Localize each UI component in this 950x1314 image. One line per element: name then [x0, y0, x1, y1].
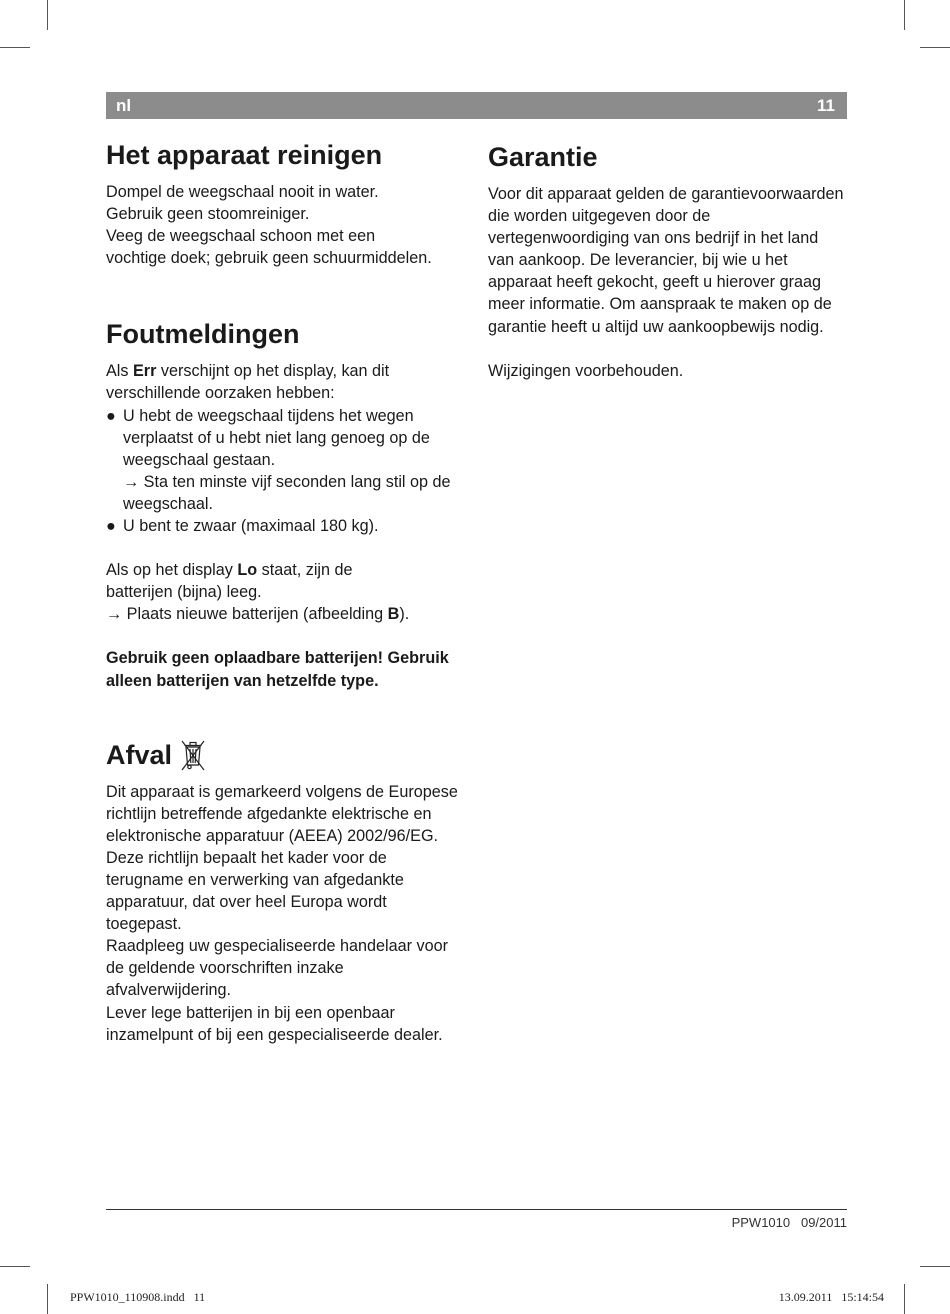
crop-mark [0, 1266, 30, 1267]
waste-paragraph: Raadpleeg uw gespecialiseerde handelaar voor de geldende voorschriften inzake afvalverwijdering. [106, 937, 448, 1000]
crop-mark [0, 47, 30, 48]
cleaning-section [106, 138, 466, 269]
err-code: Err [133, 362, 157, 381]
lo-instruction: → Plaats nieuwe batterijen (afbeelding B). [106, 605, 410, 624]
warranty-section [488, 140, 848, 382]
lo-message: Als op het display Lo staat, zijn de [106, 561, 353, 580]
model-date-code: PPW1010 09/2011 [731, 1215, 847, 1230]
crossed-bin-icon [180, 738, 206, 772]
cleaning-line: Veeg de weegschaal schoon met een [106, 227, 376, 246]
left-column [106, 138, 466, 1046]
language-code: nl [116, 96, 132, 115]
cleaning-title: Het apparaat reinigen [106, 140, 383, 170]
warranty-title: Garantie [488, 142, 598, 172]
lo-message-line2: batterijen (bijna) leeg. [106, 583, 262, 602]
print-file-info: PPW1010_110908.indd 11 [70, 1290, 206, 1304]
figure-ref: B [387, 605, 400, 624]
page-header-bar [106, 92, 847, 119]
errors-intro: Als Err verschijnt op het display, kan dit [106, 362, 390, 381]
list-item: ● U bent te zwaar (maximaal 180 kg). [106, 515, 466, 537]
print-timestamp: 13.09.2011 15:14:54 [778, 1290, 884, 1304]
waste-paragraph: Dit apparaat is gemarkeerd volgens de Europese richtlijn betreffende afgedankte elektrische en elektronische apparatuur (AEEA) 2002/96/EG. Deze richtlijn bepaalt het kader voor de terugname en verwerking van afgedankte apparatuur, dat over heel Europa wordt toegepast. [106, 782, 458, 934]
page-number: 11 [817, 96, 835, 115]
instruction-arrow: → Sta ten minste vijf seconden lang stil op de weegschaal. [123, 472, 451, 513]
cleaning-line: Gebruik geen stoomreiniger. [106, 205, 310, 224]
errors-intro-line2: verschillende oorzaken hebben: [106, 384, 335, 403]
crop-mark [47, 1284, 48, 1314]
errors-title: Foutmeldingen [106, 319, 300, 350]
errors-section [106, 317, 466, 691]
list-item: ● U hebt de weegschaal tijdens het wegen verplaatst of u hebt niet lang genoeg op de weegschaal gestaan. [106, 406, 430, 469]
crop-mark [920, 47, 950, 48]
bullet-icon: ● [106, 406, 116, 425]
waste-section [106, 738, 466, 1046]
footer-divider [106, 1209, 847, 1210]
cleaning-line: vochtige doek; gebruik geen schuurmiddelen. [106, 249, 432, 268]
lo-code: Lo [237, 561, 258, 580]
bullet-icon: ● [106, 517, 116, 536]
crop-mark [904, 1284, 905, 1314]
crop-mark [47, 0, 48, 30]
cleaning-line: Dompel de weegschaal nooit in water. [106, 183, 379, 201]
waste-title: Afval [106, 739, 173, 770]
warranty-note: Wijzigingen voorbehouden. [488, 361, 684, 380]
waste-title-row [106, 738, 466, 772]
warranty-paragraph: Voor dit apparaat gelden de garantievoorwaarden die worden uitgegeven door de vertegenwoordiging van ons bedrijf in het land van aankoop. De leverancier, bij wie u het apparaat heeft gekocht, geeft u hierover graag meer informatie. Om aanspraak te maken op de garantie heeft u altijd uw aankoopbewijs nodig. [488, 185, 844, 336]
right-column [488, 140, 848, 382]
crop-mark [904, 0, 905, 30]
battery-warning: Gebruik geen oplaadbare batterijen! Gebruik alleen batterijen van hetzelfde type. [106, 649, 449, 690]
waste-paragraph: Lever lege batterijen in bij een openbaar inzamelpunt of bij een gespecialiseerde dealer. [106, 1003, 443, 1044]
crop-mark [920, 1266, 950, 1267]
